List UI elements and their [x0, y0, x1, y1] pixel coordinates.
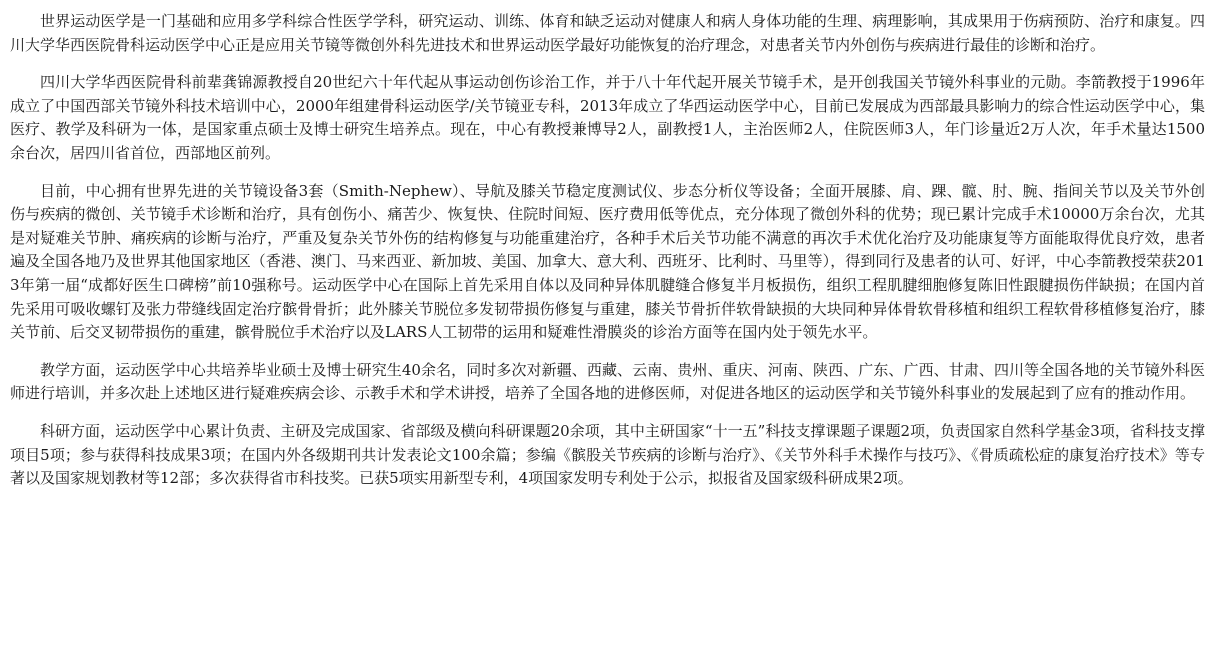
paragraph-research: 科研方面，运动医学中心累计负责、主研及完成国家、省部级及横向科研课题20余项，其中主研国家“十一五”科技支撑课题子课题2项，负责国家自然科学基金3项，省科技支撑项目5项；参与获得科技成果3项；在国内外各级期刊共计发表论文100余篇；参编《髌股关节疾病的诊断与治疗》、《关节外科手术操作与技巧》、《骨质疏松症的康复治疗技术》等专著以及国家规划教材等12部；多次获得省市科技奖。已获5项实用新型专利，4项国家发明专利处于公示，拟报省及国家级科研成果2项。	[10, 421, 1205, 488]
paragraph-spacer	[10, 345, 1205, 359]
paragraph-spacer	[10, 166, 1205, 180]
paragraph-spacer	[10, 406, 1205, 420]
paragraph-clinical: 目前，中心拥有世界先进的关节镜设备3套（Smith-Nephew）、导航及膝关节稳定度测试仪、步态分析仪等设备；全面开展膝、肩、踝、髋、肘、腕、指间关节以及关节外创伤与疾病的微创、关节镜手术诊断和治疗，具有创伤小、痛苦少、恢复快、住院时间短、医疗费用低等优点，充分体现了微创外科的优势；现已累计完成手术10000万余台次，尤其是对疑难关节肿、痛疾病的诊断与治疗，严重及复杂关节外伤的结构修复与功能重建治疗，各种手术后关节功能不满意的再次手术优化治疗及功能康复等方面能取得优良疗效，患者遍及全国各地乃及世界其他国家地区（香港、澳门、马来西亚、新加坡、美国、加拿大、意大利、西班牙、比利时、马里等），得到同行及患者的认可、好评，中心李箭教授荣获2013年第一届“成都好医生口碑榜”前10强称号。运动医学中心在国际上首先采用自体以及同种异体肌腱缝合修复半月板损伤，组织工程肌腱细胞修复陈旧性跟腱损伤伴缺损；在国内首先采用可吸收螺钉及张力带缝线固定治疗髌骨骨折；此外膝关节脱位多发韧带损伤修复与重建，膝关节骨折伴软骨缺损的大块同种异体骨软骨移植和组织工程软骨移植修复治疗，膝关节前、后交叉韧带损伤的重建，髌骨脱位手术治疗以及LARS人工韧带的运用和疑难性滑膜炎的诊治方面等在国内处于领先水平。	[10, 181, 1205, 342]
article-body	[10, 10, 1205, 491]
paragraph-spacer	[10, 57, 1205, 71]
paragraph-introduction: 世界运动医学是一门基础和应用多学科综合性医学学科，研究运动、训练、体育和缺乏运动对健康人和病人身体功能的生理、病理影响，其成果用于伤病预防、治疗和康复。四川大学华西医院骨科运动医学中心正是应用关节镜等微创外科先进技术和世界运动医学最好功能恢复的治疗理念，对患者关节内外创伤与疾病进行最佳的诊断和治疗。	[10, 12, 1205, 54]
paragraph-history: 四川大学华西医院骨科前辈龚锦源教授自20世纪六十年代起从事运动创伤诊治工作，并于八十年代起开展关节镜手术，是开创我国关节镜外科事业的元勋。李箭教授于1996年成立了中国西部关节镜外科技术培训中心，2000年组建骨科运动医学/关节镜亚专科，2013年成立了华西运动医学中心，目前已发展成为西部最具影响力的综合性运动医学中心，集医疗、教学及科研为一体，是国家重点硕士及博士研究生培养点。现在，中心有教授兼博导2人，副教授1人，主治医师2人，住院医师3人，年门诊量近2万人次，年手术量达1500余台次，居四川省首位，西部地区前列。	[10, 73, 1205, 162]
paragraph-teaching: 教学方面，运动医学中心共培养毕业硕士及博士研究生40余名，同时多次对新疆、西藏、云南、贵州、重庆、河南、陕西、广东、广西、甘肃、四川等全国各地的关节镜外科医师进行培训，并多次赴上述地区进行疑难疾病会诊、示教手术和学术讲授，培养了全国各地的进修医师，对促进各地区的运动医学和关节镜外科事业的发展起到了应有的推动作用。	[10, 360, 1205, 403]
